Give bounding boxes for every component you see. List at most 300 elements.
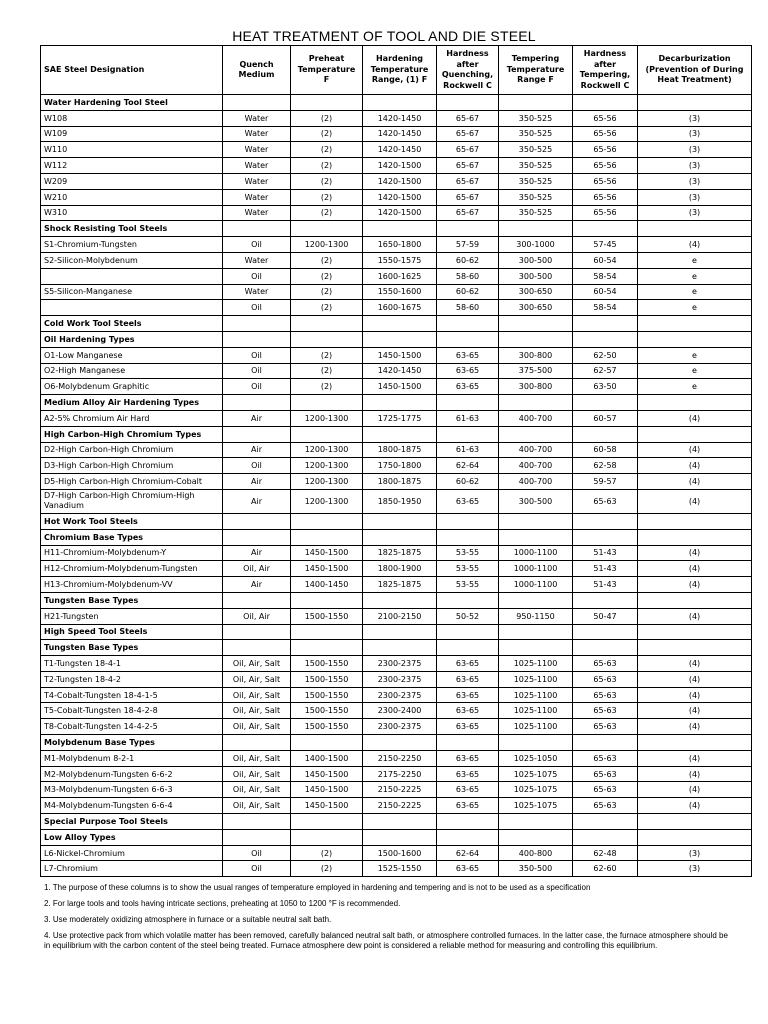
cell-quench-medium: Water (223, 142, 291, 158)
cell-hardening-range: 1600-1625 (363, 268, 437, 284)
heat-treatment-table (40, 45, 752, 877)
table-row (41, 782, 752, 798)
cell-hardness-quenching: 62-64 (437, 458, 499, 474)
empty-cell (437, 829, 499, 845)
cell-preheat: 1200-1300 (291, 489, 363, 513)
cell-hardness-tempering: 65-63 (573, 782, 638, 798)
cell-tempering-range: 950-1150 (499, 608, 573, 624)
cell-hardness-quenching: 53-55 (437, 545, 499, 561)
table-row (41, 687, 752, 703)
section-header: High Carbon-High Chromium Types (41, 426, 223, 442)
cell-hardening-range: 1500-1600 (363, 845, 437, 861)
cell-hardness-quenching: 53-55 (437, 577, 499, 593)
cell-hardness-quenching: 63-65 (437, 861, 499, 877)
table-row (41, 110, 752, 126)
cell-hardness-tempering: 51-43 (573, 545, 638, 561)
cell-quench-medium: Oil (223, 861, 291, 877)
empty-cell (223, 221, 291, 237)
table-row (41, 252, 752, 268)
empty-cell (363, 316, 437, 332)
cell-hardening-range: 1825-1875 (363, 577, 437, 593)
cell-hardening-range: 1650-1800 (363, 237, 437, 253)
column-header-decarburization: Decarburization (Prevention of During Heat Treatment) (638, 46, 752, 95)
section-header: Shock Resisting Tool Steels (41, 221, 223, 237)
table-row (41, 798, 752, 814)
section-header-row (41, 95, 752, 111)
cell-designation: D3-High Carbon-High Chromium (41, 458, 223, 474)
empty-cell (437, 316, 499, 332)
table-row (41, 489, 752, 513)
empty-cell (638, 316, 752, 332)
cell-hardening-range: 1420-1450 (363, 142, 437, 158)
cell-designation: W210 (41, 189, 223, 205)
empty-cell (437, 814, 499, 830)
cell-hardness-tempering: 65-63 (573, 703, 638, 719)
cell-hardness-tempering: 65-63 (573, 719, 638, 735)
empty-cell (499, 735, 573, 751)
cell-tempering-range: 1025-1050 (499, 750, 573, 766)
cell-tempering-range: 350-500 (499, 861, 573, 877)
table-row (41, 379, 752, 395)
cell-preheat: (2) (291, 110, 363, 126)
cell-preheat: 1450-1500 (291, 545, 363, 561)
empty-cell (291, 624, 363, 640)
empty-cell (223, 529, 291, 545)
cell-tempering-range: 400-700 (499, 458, 573, 474)
section-header: Tungsten Base Types (41, 640, 223, 656)
table-row (41, 300, 752, 316)
cell-preheat: 1500-1550 (291, 656, 363, 672)
cell-quench-medium: Oil, Air, Salt (223, 687, 291, 703)
cell-hardening-range: 1420-1450 (363, 110, 437, 126)
cell-designation: T8-Cobalt-Tungsten 14-4-2-5 (41, 719, 223, 735)
cell-hardness-quenching: 53-55 (437, 561, 499, 577)
empty-cell (363, 513, 437, 529)
cell-hardness-quenching: 61-63 (437, 410, 499, 426)
table-row (41, 545, 752, 561)
empty-cell (223, 331, 291, 347)
cell-designation: T2-Tungsten 18-4-2 (41, 671, 223, 687)
cell-decarburization: (4) (638, 410, 752, 426)
empty-cell (573, 640, 638, 656)
cell-designation: L6-Nickel-Chromium (41, 845, 223, 861)
cell-decarburization: (4) (638, 608, 752, 624)
cell-hardness-tempering: 65-63 (573, 798, 638, 814)
section-header-row (41, 221, 752, 237)
cell-preheat: 1400-1450 (291, 577, 363, 593)
cell-preheat: 1200-1300 (291, 442, 363, 458)
cell-preheat: 1500-1550 (291, 608, 363, 624)
table-row (41, 205, 752, 221)
cell-decarburization: (4) (638, 656, 752, 672)
cell-decarburization: (4) (638, 719, 752, 735)
cell-preheat: 1500-1550 (291, 687, 363, 703)
cell-decarburization: (4) (638, 750, 752, 766)
cell-tempering-range: 400-700 (499, 442, 573, 458)
empty-cell (223, 814, 291, 830)
cell-hardness-quenching: 63-65 (437, 719, 499, 735)
cell-preheat: (2) (291, 861, 363, 877)
cell-preheat: 1200-1300 (291, 458, 363, 474)
cell-preheat: (2) (291, 347, 363, 363)
table-row (41, 458, 752, 474)
empty-cell (638, 221, 752, 237)
cell-quench-medium: Oil, Air, Salt (223, 719, 291, 735)
cell-designation: O2-High Manganese (41, 363, 223, 379)
cell-decarburization: (4) (638, 577, 752, 593)
cell-hardening-range: 1800-1875 (363, 474, 437, 490)
cell-quench-medium: Water (223, 110, 291, 126)
section-header: Water Hardening Tool Steel (41, 95, 223, 111)
cell-tempering-range: 350-525 (499, 158, 573, 174)
section-header-row (41, 395, 752, 411)
cell-tempering-range: 350-525 (499, 189, 573, 205)
table-row (41, 766, 752, 782)
cell-preheat: (2) (291, 158, 363, 174)
cell-hardness-quenching: 62-64 (437, 845, 499, 861)
cell-designation: T4-Cobalt-Tungsten 18-4-1-5 (41, 687, 223, 703)
cell-hardness-quenching: 60-62 (437, 474, 499, 490)
cell-tempering-range: 300-500 (499, 268, 573, 284)
section-header-row (41, 814, 752, 830)
cell-hardness-tempering: 65-56 (573, 110, 638, 126)
cell-quench-medium: Air (223, 442, 291, 458)
cell-hardness-tempering: 63-50 (573, 379, 638, 395)
cell-tempering-range: 1025-1100 (499, 703, 573, 719)
cell-hardness-tempering: 62-58 (573, 458, 638, 474)
footnote-2: 2. For large tools and tools having intricate sections, preheating at 1050 to 1200 °F is recommended. (44, 899, 401, 908)
cell-hardness-tempering: 60-58 (573, 442, 638, 458)
empty-cell (573, 624, 638, 640)
cell-tempering-range: 350-525 (499, 110, 573, 126)
cell-quench-medium: Air (223, 474, 291, 490)
empty-cell (437, 592, 499, 608)
table-row (41, 474, 752, 490)
cell-hardening-range: 1450-1500 (363, 347, 437, 363)
empty-cell (437, 95, 499, 111)
section-header-row (41, 529, 752, 545)
cell-quench-medium: Water (223, 173, 291, 189)
cell-hardness-quenching: 63-65 (437, 750, 499, 766)
empty-cell (638, 814, 752, 830)
empty-cell (223, 735, 291, 751)
empty-cell (573, 513, 638, 529)
cell-designation (41, 268, 223, 284)
table-row (41, 189, 752, 205)
empty-cell (638, 829, 752, 845)
cell-quench-medium: Water (223, 205, 291, 221)
cell-hardness-tempering: 65-56 (573, 142, 638, 158)
empty-cell (499, 95, 573, 111)
column-header-quench-medium: Quench Medium (223, 46, 291, 95)
cell-preheat: 1500-1550 (291, 703, 363, 719)
column-header-hardness-quenching: Hardness after Quenching, Rockwell C (437, 46, 499, 95)
cell-preheat: (2) (291, 363, 363, 379)
cell-hardening-range: 1450-1500 (363, 379, 437, 395)
cell-designation: O6-Molybdenum Graphitic (41, 379, 223, 395)
cell-hardness-quenching: 65-67 (437, 126, 499, 142)
cell-tempering-range: 1025-1075 (499, 782, 573, 798)
empty-cell (437, 513, 499, 529)
cell-decarburization: (4) (638, 442, 752, 458)
cell-hardness-quenching: 63-65 (437, 363, 499, 379)
cell-preheat: (2) (291, 268, 363, 284)
cell-quench-medium: Oil (223, 347, 291, 363)
section-header-row (41, 592, 752, 608)
cell-designation: A2-5% Chromium Air Hard (41, 410, 223, 426)
table-row (41, 845, 752, 861)
empty-cell (573, 316, 638, 332)
empty-cell (223, 640, 291, 656)
column-header-tempering-range: Tempering Temperature Range F (499, 46, 573, 95)
empty-cell (638, 592, 752, 608)
empty-cell (291, 95, 363, 111)
table-row (41, 442, 752, 458)
empty-cell (499, 829, 573, 845)
cell-tempering-range: 1025-1075 (499, 766, 573, 782)
empty-cell (573, 592, 638, 608)
empty-cell (363, 529, 437, 545)
cell-decarburization: (3) (638, 845, 752, 861)
empty-cell (638, 426, 752, 442)
cell-hardness-quenching: 65-67 (437, 205, 499, 221)
cell-preheat: 1450-1500 (291, 561, 363, 577)
table-row (41, 363, 752, 379)
empty-cell (363, 814, 437, 830)
cell-designation: M4-Molybdenum-Tungsten 6-6-4 (41, 798, 223, 814)
table-row (41, 577, 752, 593)
cell-tempering-range: 1025-1100 (499, 671, 573, 687)
section-header-row (41, 640, 752, 656)
cell-quench-medium: Oil, Air, Salt (223, 782, 291, 798)
cell-decarburization: (3) (638, 205, 752, 221)
cell-tempering-range: 400-700 (499, 474, 573, 490)
empty-cell (499, 221, 573, 237)
cell-tempering-range: 1025-1100 (499, 719, 573, 735)
table-row (41, 142, 752, 158)
cell-quench-medium: Air (223, 489, 291, 513)
cell-tempering-range: 1025-1100 (499, 656, 573, 672)
column-header-hardness-tempering: Hardness after Tempering, Rockwell C (573, 46, 638, 95)
table-row (41, 561, 752, 577)
cell-hardness-quenching: 61-63 (437, 442, 499, 458)
cell-quench-medium: Water (223, 284, 291, 300)
cell-hardness-quenching: 63-65 (437, 489, 499, 513)
empty-cell (291, 735, 363, 751)
cell-decarburization: (3) (638, 861, 752, 877)
cell-hardening-range: 1850-1950 (363, 489, 437, 513)
cell-hardening-range: 1420-1500 (363, 158, 437, 174)
empty-cell (573, 529, 638, 545)
section-header-row (41, 331, 752, 347)
empty-cell (573, 331, 638, 347)
column-header-designation: SAE Steel Designation (41, 46, 223, 95)
section-header: Chromium Base Types (41, 529, 223, 545)
empty-cell (638, 331, 752, 347)
cell-designation: M1-Molybdenum 8-2-1 (41, 750, 223, 766)
table-row (41, 237, 752, 253)
cell-hardness-tempering: 65-63 (573, 687, 638, 703)
empty-cell (638, 95, 752, 111)
cell-hardness-quenching: 65-67 (437, 173, 499, 189)
cell-tempering-range: 350-525 (499, 173, 573, 189)
cell-preheat: 1400-1500 (291, 750, 363, 766)
empty-cell (499, 316, 573, 332)
table-row (41, 861, 752, 877)
cell-hardness-quenching: 63-65 (437, 703, 499, 719)
empty-cell (223, 513, 291, 529)
empty-cell (437, 426, 499, 442)
cell-quench-medium: Water (223, 158, 291, 174)
cell-preheat: (2) (291, 142, 363, 158)
cell-hardening-range: 1600-1675 (363, 300, 437, 316)
cell-designation (41, 300, 223, 316)
empty-cell (638, 624, 752, 640)
empty-cell (363, 221, 437, 237)
cell-designation: L7-Chromium (41, 861, 223, 877)
cell-tempering-range: 300-1000 (499, 237, 573, 253)
cell-tempering-range: 1000-1100 (499, 561, 573, 577)
cell-quench-medium: Oil (223, 300, 291, 316)
cell-hardness-tempering: 58-54 (573, 268, 638, 284)
section-header: Hot Work Tool Steels (41, 513, 223, 529)
cell-hardness-tempering: 65-56 (573, 205, 638, 221)
footnote-1: 1. The purpose of these columns is to show the usual ranges of temperature employed in hardening and tempering and is not to be used as a specification (44, 883, 591, 892)
cell-hardening-range: 1800-1900 (363, 561, 437, 577)
cell-hardness-tempering: 57-45 (573, 237, 638, 253)
cell-quench-medium: Water (223, 252, 291, 268)
cell-designation: M2-Molybdenum-Tungsten 6-6-2 (41, 766, 223, 782)
cell-hardness-tempering: 62-48 (573, 845, 638, 861)
cell-designation: T1-Tungsten 18-4-1 (41, 656, 223, 672)
cell-decarburization: (4) (638, 545, 752, 561)
cell-quench-medium: Air (223, 410, 291, 426)
empty-cell (437, 640, 499, 656)
cell-decarburization: (4) (638, 687, 752, 703)
empty-cell (499, 624, 573, 640)
cell-decarburization: e (638, 268, 752, 284)
empty-cell (363, 395, 437, 411)
cell-hardness-tempering: 60-54 (573, 284, 638, 300)
cell-quench-medium: Oil (223, 268, 291, 284)
cell-hardening-range: 1420-1500 (363, 173, 437, 189)
cell-preheat: 1200-1300 (291, 474, 363, 490)
cell-hardening-range: 1725-1775 (363, 410, 437, 426)
cell-hardness-quenching: 58-60 (437, 300, 499, 316)
cell-tempering-range: 350-525 (499, 126, 573, 142)
cell-decarburization: e (638, 379, 752, 395)
section-header: Oil Hardening Types (41, 331, 223, 347)
cell-decarburization: (4) (638, 798, 752, 814)
cell-hardness-quenching: 63-65 (437, 347, 499, 363)
empty-cell (573, 95, 638, 111)
empty-cell (363, 624, 437, 640)
cell-designation: S1-Chromium-Tungsten (41, 237, 223, 253)
cell-hardness-tempering: 62-57 (573, 363, 638, 379)
empty-cell (363, 735, 437, 751)
cell-hardening-range: 1550-1600 (363, 284, 437, 300)
empty-cell (291, 592, 363, 608)
cell-hardening-range: 1525-1550 (363, 861, 437, 877)
cell-decarburization: (3) (638, 158, 752, 174)
empty-cell (437, 529, 499, 545)
cell-preheat: 1200-1300 (291, 410, 363, 426)
table-body (41, 95, 752, 877)
cell-designation: W110 (41, 142, 223, 158)
empty-cell (291, 640, 363, 656)
cell-hardening-range: 1800-1875 (363, 442, 437, 458)
cell-decarburization: (4) (638, 561, 752, 577)
cell-hardness-tempering: 65-63 (573, 656, 638, 672)
cell-designation: M3-Molybdenum-Tungsten 6-6-3 (41, 782, 223, 798)
section-header-row (41, 426, 752, 442)
empty-cell (223, 95, 291, 111)
cell-preheat: 1200-1300 (291, 237, 363, 253)
cell-tempering-range: 375-500 (499, 363, 573, 379)
cell-quench-medium: Air (223, 577, 291, 593)
table-row (41, 347, 752, 363)
cell-tempering-range: 300-500 (499, 489, 573, 513)
cell-designation: S5-Silicon-Manganese (41, 284, 223, 300)
empty-cell (223, 426, 291, 442)
section-header: Cold Work Tool Steels (41, 316, 223, 332)
cell-hardening-range: 2150-2250 (363, 750, 437, 766)
cell-preheat: (2) (291, 126, 363, 142)
cell-hardness-tempering: 58-54 (573, 300, 638, 316)
cell-tempering-range: 350-525 (499, 205, 573, 221)
empty-cell (437, 395, 499, 411)
table-row (41, 703, 752, 719)
cell-decarburization: (4) (638, 703, 752, 719)
cell-decarburization: (3) (638, 110, 752, 126)
table-row (41, 158, 752, 174)
empty-cell (291, 829, 363, 845)
cell-designation: W310 (41, 205, 223, 221)
cell-decarburization: e (638, 300, 752, 316)
cell-hardening-range: 1420-1450 (363, 363, 437, 379)
cell-preheat: (2) (291, 189, 363, 205)
cell-decarburization: (4) (638, 474, 752, 490)
empty-cell (573, 735, 638, 751)
cell-preheat: (2) (291, 252, 363, 268)
cell-tempering-range: 300-800 (499, 347, 573, 363)
cell-quench-medium: Oil (223, 363, 291, 379)
cell-hardness-quenching: 63-65 (437, 379, 499, 395)
cell-decarburization: (4) (638, 458, 752, 474)
empty-cell (499, 640, 573, 656)
empty-cell (363, 592, 437, 608)
cell-hardening-range: 2300-2375 (363, 719, 437, 735)
cell-quench-medium: Oil (223, 379, 291, 395)
cell-hardness-tempering: 62-50 (573, 347, 638, 363)
section-header: High Speed Tool Steels (41, 624, 223, 640)
empty-cell (223, 624, 291, 640)
cell-decarburization: (4) (638, 489, 752, 513)
empty-cell (573, 426, 638, 442)
cell-hardening-range: 2100-2150 (363, 608, 437, 624)
table-row (41, 268, 752, 284)
cell-designation: O1-Low Manganese (41, 347, 223, 363)
table-row (41, 656, 752, 672)
cell-designation: H12-Chromium-Molybdenum-Tungsten (41, 561, 223, 577)
empty-cell (363, 95, 437, 111)
cell-hardness-quenching: 60-62 (437, 252, 499, 268)
cell-hardening-range: 2300-2375 (363, 687, 437, 703)
table-row (41, 284, 752, 300)
cell-preheat: (2) (291, 300, 363, 316)
section-header: Molybdenum Base Types (41, 735, 223, 751)
cell-decarburization: e (638, 252, 752, 268)
